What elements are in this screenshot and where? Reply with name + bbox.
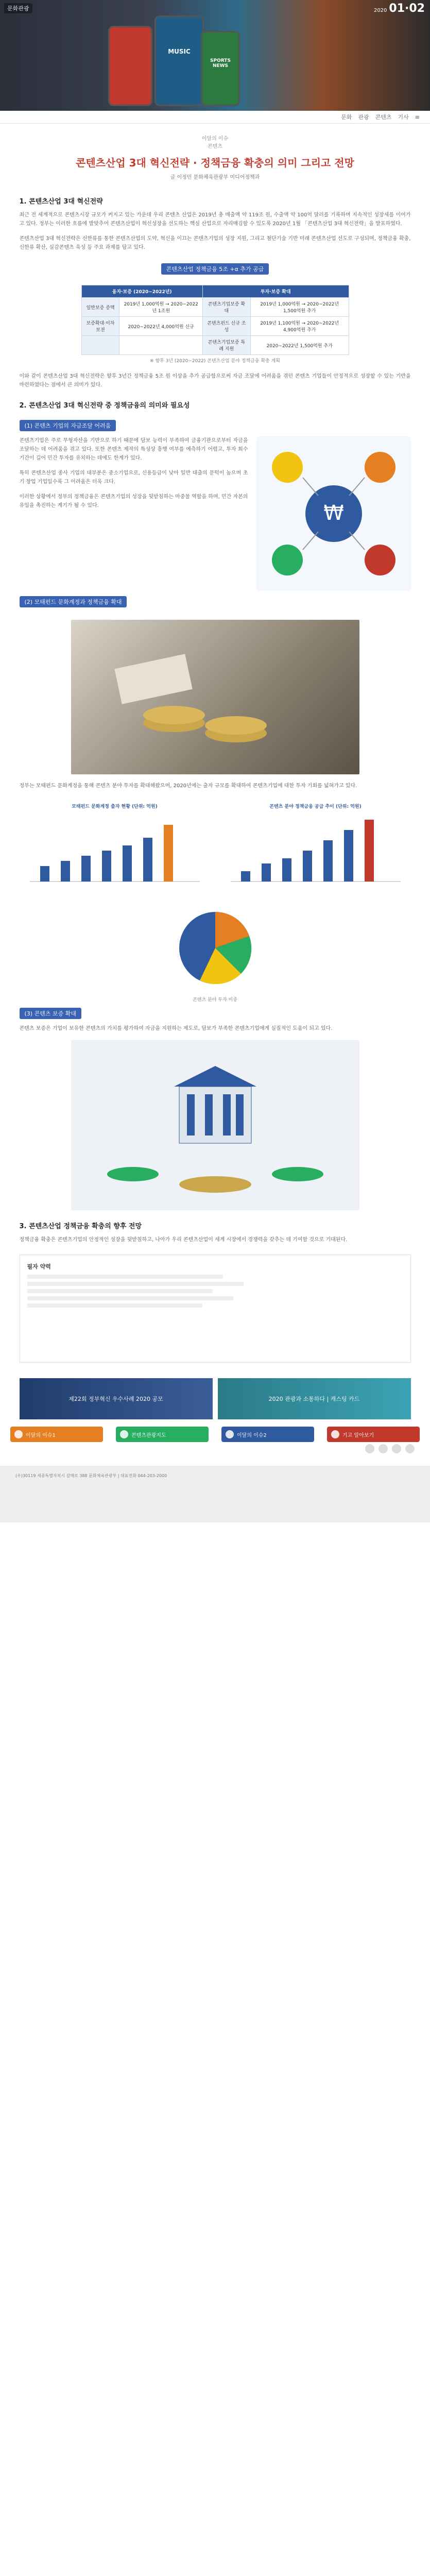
- tile-icon: [120, 1430, 128, 1438]
- paragraph: 정부는 모태펀드 문화계정을 통해 콘텐츠 분야 투자를 확대해왔으며, 2020년에는 출자 규모를 확대하여 콘텐츠기업에 대한 투자 기회를 넓혀가고 있다.: [19, 783, 357, 789]
- bottom-button[interactable]: 이달의 이슈1: [10, 1427, 103, 1442]
- paragraph: 정책금융 확충은 콘텐츠기업의 안정적인 성장을 뒷받침하고, 나아가 우리 콘텐츠산업이 세계 시장에서 경쟁력을 갖추는 데 기여할 것으로 기대된다.: [19, 1237, 348, 1243]
- kicker: 이달의 이슈: [201, 136, 229, 142]
- section-heading: 3. 콘텐츠산업 정책금융 확충의 향후 전망: [19, 1223, 142, 1230]
- profile-box: [20, 1255, 411, 1363]
- coins-svg: [71, 620, 359, 774]
- phone-label-music: MUSIC: [168, 48, 191, 55]
- table-title-wrap: [20, 258, 411, 280]
- table-row: [81, 336, 349, 355]
- table-cell: 콘텐츠펀드 신규 조성: [202, 317, 250, 336]
- table-title: 콘텐츠산업 정책금융 5조 +α 추가 공급: [161, 263, 269, 275]
- share-icon[interactable]: [379, 1444, 388, 1453]
- bottom-banners: [20, 1378, 411, 1419]
- table-note: ※ 향후 3년 (2020~2022) 콘텐츠산업 분야 정책금융 확충 계획: [149, 359, 281, 364]
- paragraph: 이와 같이 콘텐츠산업 3대 혁신전략은 향후 3년간 정책금융 5조 원 이상을 추가 공급함으로써 자금 조달에 어려움을 겪던 콘텐츠 기업들이 안정적으로 성장할 수 있는 기반을 마련하였다는 점에서 큰 의미가 있다.: [19, 374, 411, 388]
- bank-svg: [71, 1040, 359, 1210]
- share-icon[interactable]: [405, 1444, 415, 1453]
- article-title: 콘텐츠산업 3대 혁신전략 · 정책금융 확충의 의미 그리고 전망: [76, 157, 354, 169]
- toolbar-item[interactable]: 기사: [398, 114, 409, 121]
- phone-illustration: [103, 10, 237, 108]
- tile-icon: [14, 1430, 23, 1438]
- table-row: [81, 317, 349, 336]
- share-icon[interactable]: [365, 1444, 374, 1453]
- table-cell: 2019년 1,000억원 → 2020~2022년 1조원: [119, 298, 202, 317]
- right-bar-chart: [220, 809, 406, 892]
- toolbar-item[interactable]: 관광: [358, 114, 369, 121]
- subheading-box: (1) 콘텐츠 기업의 자금조달 어려움: [20, 420, 116, 431]
- paragraph: 이러한 상황에서 정부의 정책금융은 콘텐츠기업의 성장을 뒷받침하는 마중물 역할을 하며, 민간 자본의 유입을 촉진하는 계기가 될 수 있다.: [19, 494, 248, 509]
- menu-icon[interactable]: ≡: [415, 113, 420, 121]
- table-header: 융자·보증 (2020~2022년): [81, 285, 202, 298]
- footer-address: (우)30119 세종특별자치시 갈매로 388 문화체육관광부 | 대표전화 044-203-2000: [15, 1473, 167, 1478]
- kicker-sub: 콘텐츠: [208, 144, 222, 149]
- table-cell: 보증확대·이차 보전: [81, 317, 119, 336]
- pie-chart-title: 콘텐츠 분야 투자 비중: [193, 997, 237, 1003]
- paragraph: 콘텐츠 보증은 기업이 보유한 콘텐츠의 가치를 평가하여 자금을 지원하는 제도로, 담보가 부족한 콘텐츠기업에게 실질적인 도움이 되고 있다.: [19, 1026, 333, 1031]
- table-header: 투자·보증 확대: [202, 285, 349, 298]
- text-image-row: [20, 436, 411, 591]
- table-cell: 2019년 1,000억원 → 2020~2022년 1,500억원 추가: [250, 298, 349, 317]
- table-cell: 2020~2022년 1,500억원 추가: [250, 336, 349, 355]
- bank-illustration: [71, 1040, 359, 1210]
- brand-logo[interactable]: 문화관광: [4, 3, 32, 13]
- paragraph: 최근 전 세계적으로 콘텐츠시장 규모가 커지고 있는 가운데 우리 콘텐츠 산업은 2019년 총 매출액 약 119조 원, 수출액 약 100억 달러를 기록하며 지속적인 성장세를 이어가고 있다. 정부는 이러한 흐름에 발맞추어 콘텐츠산업이 혁신성장을 선도하는 핵심 산업으로 자리매김할 수 있도록 2020년 1월 「콘텐츠산업 3대 혁신전략」을 발표하였다.: [19, 212, 411, 227]
- tile-icon: [226, 1430, 234, 1438]
- subheading-box: (3) 콘텐츠 보증 확대: [20, 1008, 81, 1019]
- coins-photo: [71, 620, 359, 774]
- bottom-banner[interactable]: 제22회 정부혁신 우수사례 2020 공모: [20, 1378, 213, 1419]
- bottom-button[interactable]: 이달의 이슈2: [221, 1427, 314, 1442]
- table-cell: 콘텐츠기업보증 확대: [202, 298, 250, 317]
- share-icon[interactable]: [392, 1444, 401, 1453]
- profile-heading: 필자 약력: [27, 1263, 51, 1270]
- bottom-button[interactable]: 콘텐츠관광지도: [116, 1427, 209, 1442]
- pie-chart: [164, 904, 267, 992]
- charts-row: [20, 801, 411, 894]
- finance-icons-illustration: [256, 436, 411, 591]
- issue-number: 2020 01·02: [373, 2, 425, 15]
- policy-finance-table: [81, 285, 349, 355]
- table-cell: [119, 336, 202, 355]
- table-cell: 2020~2022년 4,000억원 신규: [119, 317, 202, 336]
- left-chart: [20, 801, 210, 894]
- pie-chart-wrap: [20, 904, 411, 1003]
- table-cell: 일반보증 증액: [81, 298, 119, 317]
- author-line: 글 이정민 문화체육관광부 미디어정책과: [170, 175, 260, 180]
- right-chart: [220, 801, 411, 894]
- table-cell: 콘텐츠기업보증 특례 지원: [202, 336, 250, 355]
- bottom-button[interactable]: 기고 알아보기: [327, 1427, 420, 1442]
- paragraph: 콘텐츠산업 3대 혁신전략은 신한류를 통한 콘텐츠산업의 도약, 혁신을 이끄는 콘텐츠기업의 성장 지원, 그리고 첨단기술 기반 미래 콘텐츠산업 선도로 구성되며, 정책금융 확충, 신한류 확산, 실감콘텐츠 육성 등 주요 과제를 담고 있다.: [19, 236, 411, 250]
- header-banner: [0, 0, 430, 111]
- left-chart-title: 모태펀드 문화계정 출자 현황 (단위: 억원): [72, 804, 158, 809]
- section-heading: 1. 콘텐츠산업 3대 혁신전략: [19, 198, 103, 206]
- share-bar: [0, 1442, 430, 1455]
- toolbar-item[interactable]: 콘텐츠: [375, 114, 392, 121]
- tile-icon: [331, 1430, 339, 1438]
- paragraph: 특히 콘텐츠산업 종사 기업의 대부분은 중소기업으로, 신용등급이 낮아 일반 대출의 문턱이 높으며 초기 창업 기업일수록 그 어려움은 더욱 크다.: [19, 470, 248, 485]
- section-heading: 2. 콘텐츠산업 3대 혁신전략 중 정책금융의 의미와 필요성: [19, 402, 190, 410]
- paragraph: 콘텐츠기업은 주로 무형자산을 기반으로 하기 때문에 담보 능력이 부족하여 금융기관으로부터 자금을 조달하는 데 어려움을 겪고 있다. 또한 콘텐츠 제작의 특성상 흥행 여부를 예측하기 어렵고, 투자 회수 기간이 길어 민간 투자를 유치하는 데에도 한계가 있다.: [19, 438, 248, 461]
- left-bar-chart: [20, 809, 205, 892]
- table-cell: 2019년 1,100억원 → 2020~2022년 4,900억원 추가: [250, 317, 349, 336]
- phone-label-sports: SPORTS NEWS: [210, 58, 231, 69]
- toolbar-item[interactable]: 문화: [341, 114, 352, 121]
- bottom-banner[interactable]: 2020 관광과 소통하다 | 캐스팅 카드: [218, 1378, 411, 1419]
- article: [20, 124, 411, 1419]
- table-cell: [81, 336, 119, 355]
- footer: [0, 1466, 430, 1522]
- toolbar: [0, 111, 430, 124]
- table-row: [81, 298, 349, 317]
- subheading-box: (2) 모태펀드 문화계정과 정책금융 확대: [20, 596, 127, 607]
- bottom-buttons: [10, 1427, 420, 1442]
- right-chart-title: 콘텐츠 분야 정책금융 공급 추이 (단위: 억원): [269, 804, 362, 809]
- finance-icons-svg: [256, 436, 411, 591]
- svg-text:₩: ₩: [323, 501, 344, 525]
